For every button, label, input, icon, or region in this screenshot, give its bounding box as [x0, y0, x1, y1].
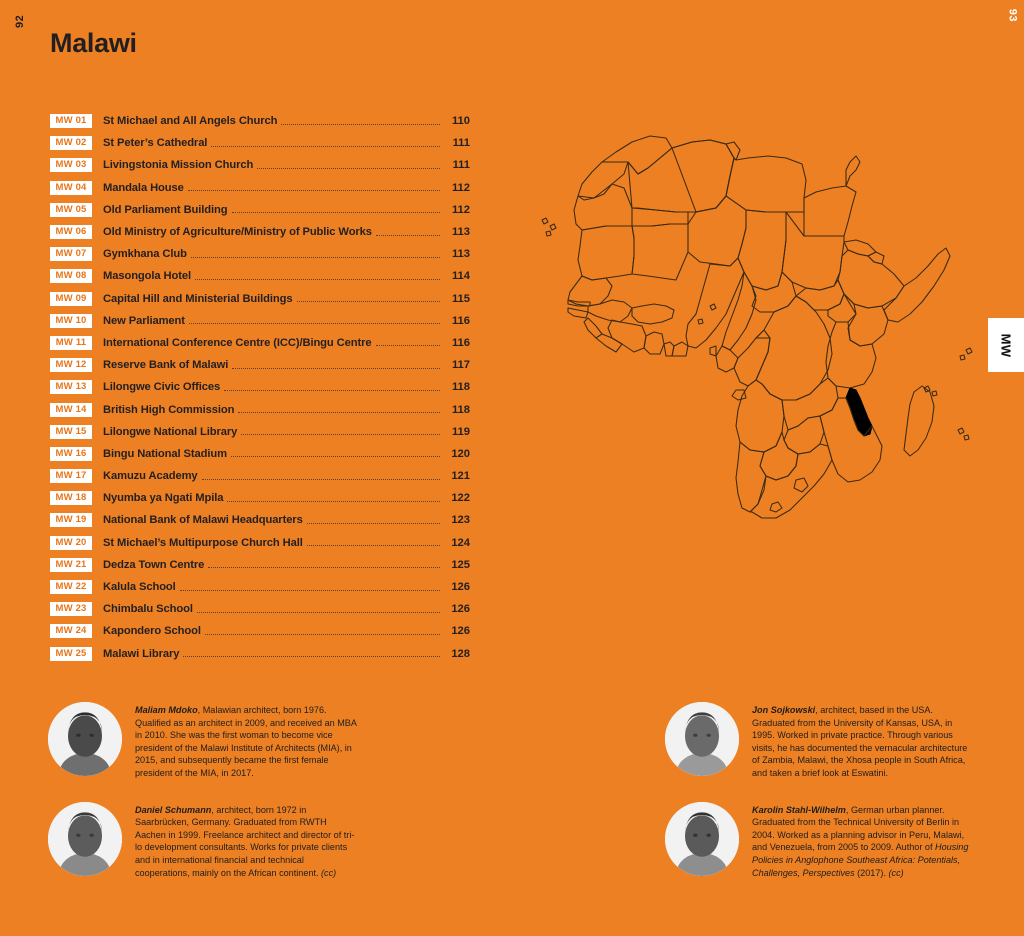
- toc-row[interactable]: [50, 443, 470, 465]
- toc-leader-dots: [307, 537, 440, 548]
- page-header-right: [1006, 0, 1018, 22]
- toc-leader-dots: [232, 204, 440, 215]
- toc-entry-title: Livingstonia Mission Church: [103, 159, 254, 172]
- toc-code-badge: MW 25: [50, 647, 92, 661]
- toc-row[interactable]: [50, 154, 470, 176]
- toc-entry-title: National Bank of Malawi Headquarters: [103, 514, 303, 527]
- toc-entry-title: International Conference Centre (ICC)/Bingu Centre: [103, 336, 372, 349]
- contributor-credit: (cc): [888, 867, 904, 878]
- contributor-name: Maliam Mdoko: [135, 705, 198, 715]
- avatar: [665, 702, 739, 776]
- toc-code-badge: MW 17: [50, 469, 92, 483]
- toc-leader-dots: [197, 604, 440, 615]
- toc-code-badge: MW 12: [50, 358, 92, 372]
- toc-entry-title: Kalula School: [103, 581, 176, 594]
- contributor-bio-body: , German urban planner. Graduated from the Technical University of Berlin in 2004. Worked as a planning advisor in Peru, Malawi, and Venezuela, from 2005 to 2009. Author of: [752, 804, 965, 853]
- toc-page-number: 110: [451, 115, 470, 128]
- toc-row[interactable]: [50, 487, 470, 509]
- toc-code-badge: MW 01: [50, 114, 92, 128]
- toc-page-number: 128: [451, 647, 470, 660]
- toc-leader-dots: [241, 426, 440, 437]
- toc-row[interactable]: [50, 532, 470, 554]
- toc-row[interactable]: [50, 554, 470, 576]
- toc-leader-dots: [189, 315, 440, 326]
- toc-code-badge: MW 21: [50, 558, 92, 572]
- contributor-bio-text: [135, 802, 358, 880]
- toc-code-badge: MW 14: [50, 403, 92, 417]
- toc-code-badge: MW 19: [50, 513, 92, 527]
- contributor-bio-body: , Malawian architect, born 1976. Qualified as an architect in 2009, and received an MBA in 2010. She was the first woman to become vice president of the Malawi Institute of Architects (MIA), in 2015, and subsequently became the first female president of the MIA, in 2017.: [135, 705, 357, 778]
- toc-entry-title: Lilongwe Civic Offices: [103, 381, 221, 394]
- toc-entry-title: St Michael’s Multipurpose Church Hall: [103, 536, 303, 549]
- toc-page-number: 116: [451, 336, 470, 349]
- toc-page-number: 114: [451, 270, 470, 283]
- toc-page-number: 126: [451, 603, 470, 616]
- avatar: [665, 802, 739, 876]
- toc-leader-dots: [232, 360, 440, 371]
- toc-page-number: 111: [452, 159, 470, 172]
- toc-page-number: 113: [451, 248, 470, 261]
- toc-page-number: 112: [451, 181, 470, 194]
- toc-page-number: 116: [451, 314, 470, 327]
- toc-leader-dots: [191, 249, 440, 260]
- toc-row[interactable]: [50, 332, 470, 354]
- toc-code-badge: MW 07: [50, 247, 92, 261]
- toc-code-badge: MW 22: [50, 580, 92, 594]
- toc-leader-dots: [211, 138, 440, 149]
- toc-entry-title: Chimbalu School: [103, 603, 193, 616]
- toc-row[interactable]: [50, 132, 470, 154]
- toc-page-number: 119: [451, 425, 470, 438]
- toc-entry-title: British High Commission: [103, 403, 235, 416]
- toc-row[interactable]: [50, 398, 470, 420]
- toc-leader-dots: [231, 448, 440, 459]
- toc-page-number: 124: [451, 536, 470, 549]
- toc-entry-title: Old Ministry of Agriculture/Ministry of Public Works: [103, 226, 372, 239]
- toc-page-number: 121: [451, 470, 470, 483]
- toc-row[interactable]: [50, 177, 470, 199]
- toc-code-badge: MW 18: [50, 491, 92, 505]
- toc-leader-dots: [202, 471, 440, 482]
- toc-entry-title: Kamuzu Academy: [103, 470, 198, 483]
- contributor-publication-title: Housing Policies in Anglophone Southeast Africa: Potentials, Challenges, Perspectives: [752, 842, 969, 878]
- toc-page-number: 118: [451, 381, 470, 394]
- table-of-contents: [50, 110, 470, 665]
- page-title: Malawi: [50, 28, 137, 58]
- toc-leader-dots: [183, 648, 440, 659]
- toc-entry-title: Kapondero School: [103, 625, 201, 638]
- toc-row[interactable]: [50, 221, 470, 243]
- africa-map: [520, 100, 980, 560]
- contributor-name: Daniel Schumann: [135, 804, 212, 815]
- avatar: [48, 702, 122, 776]
- toc-leader-dots: [307, 515, 440, 526]
- contributor-bio-text: [752, 702, 975, 780]
- toc-entry-title: New Parliament: [103, 314, 185, 327]
- page-number-left: 92: [14, 14, 26, 28]
- side-tab-mw[interactable]: [988, 318, 1024, 372]
- toc-page-number: 126: [451, 581, 470, 594]
- toc-leader-dots: [195, 271, 440, 282]
- toc-leader-dots: [208, 559, 440, 570]
- side-tab-label: MW: [998, 333, 1014, 357]
- toc-row[interactable]: [50, 310, 470, 332]
- toc-leader-dots: [238, 404, 440, 415]
- toc-entry-title: Reserve Bank of Malawi: [103, 359, 229, 372]
- toc-row[interactable]: [50, 620, 470, 642]
- contributor-bio-text: [752, 802, 975, 880]
- toc-row[interactable]: [50, 376, 470, 398]
- toc-entry-title: Capital Hill and Ministerial Buildings: [103, 292, 293, 305]
- toc-page-number: 115: [451, 292, 470, 305]
- contributor-bio-body: , architect, based in the USA. Graduated from the University of Kansas, USA, in 1995. Worked in private practice. Through various visits, he has documented the vernacular architecture of Zambia, Malawi, the Xhosa people in South Africa, and taken a brief look at Eswatini.: [752, 705, 968, 778]
- toc-leader-dots: [180, 582, 440, 593]
- contributor-bio-body: , architect, born 1972 in Saarbrücken, Germany. Graduated from RWTH Aachen in 1999. Freelance architect and director of tri-lo development consultants. Works for private clients and in international financial and technical cooperations, mainly on the African continent.: [135, 804, 355, 878]
- toc-leader-dots: [297, 293, 440, 304]
- toc-leader-dots: [376, 227, 440, 238]
- toc-page-number: 117: [451, 359, 470, 372]
- toc-code-badge: MW 03: [50, 158, 92, 172]
- toc-row[interactable]: [50, 288, 470, 310]
- toc-entry-title: Bingu National Stadium: [103, 447, 227, 460]
- toc-row[interactable]: [50, 643, 470, 665]
- toc-entry-title: Old Parliament Building: [103, 203, 228, 216]
- contributor-bio: [665, 802, 975, 880]
- toc-entry-title: Nyumba ya Ngati Mpila: [103, 492, 224, 505]
- avatar: [48, 802, 122, 876]
- toc-row[interactable]: [50, 265, 470, 287]
- toc-code-badge: MW 20: [50, 536, 92, 550]
- toc-code-badge: MW 16: [50, 447, 92, 461]
- toc-page-number: 113: [451, 226, 470, 239]
- toc-row[interactable]: [50, 199, 470, 221]
- toc-code-badge: MW 04: [50, 181, 92, 195]
- toc-page-number: 111: [452, 137, 470, 150]
- toc-row[interactable]: [50, 354, 470, 376]
- toc-page-number: 112: [451, 203, 470, 216]
- toc-row[interactable]: [50, 576, 470, 598]
- toc-leader-dots: [376, 337, 441, 348]
- toc-entry-title: Malawi Library: [103, 647, 180, 660]
- toc-entry-title: St Peter’s Cathedral: [103, 137, 208, 150]
- toc-page-number: 118: [451, 403, 470, 416]
- toc-code-badge: MW 13: [50, 380, 92, 394]
- toc-entry-title: Mandala House: [103, 181, 184, 194]
- toc-code-badge: MW 23: [50, 602, 92, 616]
- toc-page-number: 123: [451, 514, 470, 527]
- contributor-name: Karolin Stahl-Wilhelm: [752, 804, 846, 815]
- page-number-right: 93: [1006, 8, 1018, 22]
- toc-row[interactable]: [50, 465, 470, 487]
- contributor-credit: (cc): [321, 867, 337, 878]
- toc-page-number: 125: [451, 558, 470, 571]
- toc-code-badge: MW 06: [50, 225, 92, 239]
- toc-entry-title: Dedza Town Centre: [103, 558, 205, 571]
- toc-code-badge: MW 02: [50, 136, 92, 150]
- toc-row[interactable]: [50, 598, 470, 620]
- contributor-bios-left: [48, 702, 358, 901]
- toc-entry-title: Lilongwe National Library: [103, 425, 238, 438]
- toc-code-badge: MW 09: [50, 292, 92, 306]
- toc-code-badge: MW 24: [50, 624, 92, 638]
- toc-code-badge: MW 05: [50, 203, 92, 217]
- contributor-bio: [48, 702, 358, 780]
- contributor-name: Jon Sojkowski: [752, 705, 816, 715]
- toc-row[interactable]: [50, 110, 470, 132]
- toc-leader-dots: [205, 626, 440, 637]
- toc-page-number: 122: [451, 492, 470, 505]
- toc-row[interactable]: [50, 421, 470, 443]
- toc-row[interactable]: [50, 243, 470, 265]
- contributor-bio: [48, 802, 358, 880]
- toc-entry-title: Gymkhana Club: [103, 248, 187, 261]
- toc-entry-title: St Michael and All Angels Church: [103, 115, 278, 128]
- contributor-bio-body-after: (2017).: [854, 867, 889, 878]
- toc-leader-dots: [281, 116, 440, 127]
- toc-leader-dots: [188, 182, 440, 193]
- toc-leader-dots: [227, 493, 440, 504]
- toc-entry-title: Masongola Hotel: [103, 270, 192, 283]
- contributor-bio: [665, 702, 975, 780]
- toc-leader-dots: [224, 382, 440, 393]
- toc-code-badge: MW 10: [50, 314, 92, 328]
- toc-row[interactable]: [50, 509, 470, 531]
- contributor-bios-right: [665, 702, 975, 901]
- toc-leader-dots: [257, 160, 440, 171]
- toc-page-number: 120: [451, 447, 470, 460]
- toc-page-number: 126: [451, 625, 470, 638]
- toc-code-badge: MW 15: [50, 425, 92, 439]
- contributor-bio-text: [135, 702, 358, 780]
- toc-code-badge: MW 08: [50, 269, 92, 283]
- toc-code-badge: MW 11: [50, 336, 92, 350]
